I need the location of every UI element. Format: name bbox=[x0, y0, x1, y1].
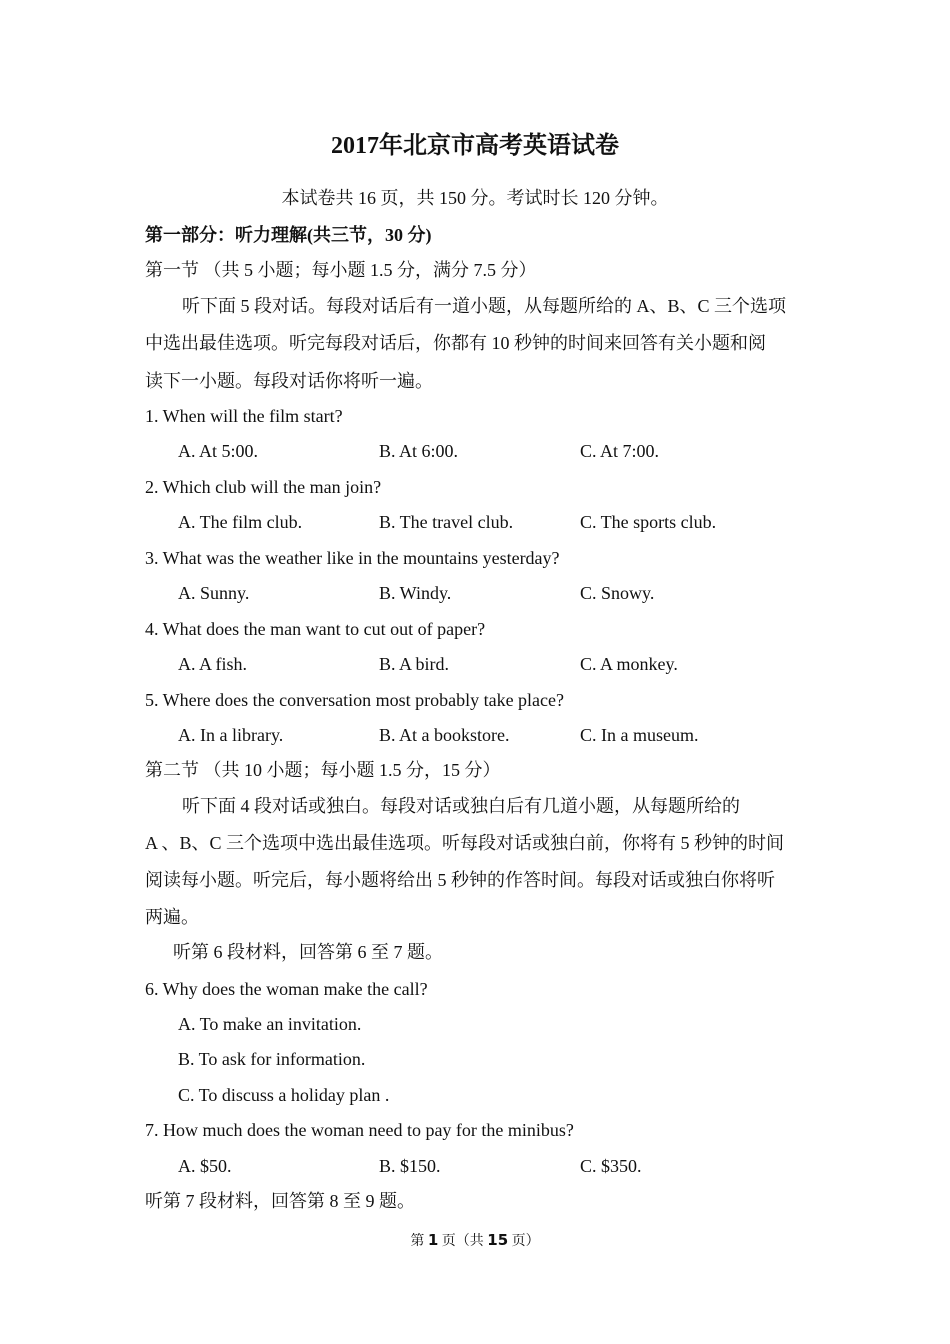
section1-heading: 第一节 （共 5 小题；每小题 1.5 分，满分 7.5 分） bbox=[145, 260, 537, 280]
section1-instruction-line: 听下面 5 段对话。每段对话后有一道小题，从每题所给的 A、B、C 三个选项 bbox=[182, 296, 787, 316]
material-label: 听第 7 段材料，回答第 8 至 9 题。 bbox=[145, 1191, 415, 1211]
option-c: C. Snowy. bbox=[580, 583, 655, 603]
option-c: C. To discuss a holiday plan . bbox=[178, 1085, 390, 1105]
question-text: 4. What does the man want to cut out of paper? bbox=[145, 619, 486, 639]
section2-heading: 第二节 （共 10 小题；每小题 1.5 分，15 分） bbox=[145, 760, 501, 780]
option-b: B. At 6:00. bbox=[379, 441, 459, 461]
option-b: B. A bird. bbox=[379, 654, 450, 674]
option-b: B. Windy. bbox=[379, 583, 452, 603]
footer-middle: 页（共 bbox=[441, 1234, 484, 1249]
option-a: A. A fish. bbox=[178, 654, 248, 674]
page-title: 2017年北京市高考英语试卷 bbox=[331, 133, 619, 159]
material-label: 听第 6 段材料，回答第 6 至 7 题。 bbox=[173, 942, 443, 962]
section2-instruction-line: 两遍。 bbox=[145, 907, 199, 927]
option-a: A. Sunny. bbox=[178, 583, 250, 603]
section2-instruction-line: A 、B、C 三个选项中选出最佳选项。听每段对话或独白前，你将有 5 秒钟的时间 bbox=[145, 833, 785, 853]
page-footer bbox=[0, 1228, 950, 1254]
footer-suffix: 页） bbox=[511, 1234, 540, 1249]
question-text: 3. What was the weather like in the mountains yesterday? bbox=[145, 548, 560, 568]
option-a: A. The film club. bbox=[178, 512, 303, 532]
option-b: B. To ask for information. bbox=[178, 1049, 366, 1069]
option-a: A. $50. bbox=[178, 1156, 232, 1176]
section1-instruction-line: 读下一小题。每段对话你将听一遍。 bbox=[145, 371, 433, 391]
option-c: C. In a museum. bbox=[580, 725, 699, 745]
question-text: 7. How much does the woman need to pay for the minibus? bbox=[145, 1120, 574, 1140]
option-c: C. A monkey. bbox=[580, 654, 678, 674]
question-text: 1. When will the film start? bbox=[145, 406, 343, 426]
exam-subtitle: 本试卷共 16 页，共 150 分。考试时长 120 分钟。 bbox=[281, 188, 669, 208]
option-c: C. At 7:00. bbox=[580, 441, 660, 461]
question-text: 5. Where does the conversation most probably take place? bbox=[145, 690, 565, 710]
section2-instruction-line: 阅读每小题。听完后，每小题将给出 5 秒钟的作答时间。每段对话或独白你将听 bbox=[145, 870, 775, 890]
option-b: B. At a bookstore. bbox=[379, 725, 510, 745]
question-text: 6. Why does the woman make the call? bbox=[145, 979, 428, 999]
section2-instruction-line: 听下面 4 段对话或独白。每段对话或独白后有几道小题，从每题所给的 bbox=[182, 796, 740, 816]
option-c: C. The sports club. bbox=[580, 512, 717, 532]
option-b: B. $150. bbox=[379, 1156, 441, 1176]
option-a: A. To make an invitation. bbox=[178, 1014, 362, 1034]
section1-instruction-line: 中选出最佳选项。听完每段对话后，你都有 10 秒钟的时间来回答有关小题和阅 bbox=[145, 333, 766, 353]
option-a: A. In a library. bbox=[178, 725, 284, 745]
option-c: C. $350. bbox=[580, 1156, 642, 1176]
part1-heading: 第一部分：听力理解(共三节，30 分) bbox=[145, 225, 432, 245]
footer-page-number: 1 bbox=[427, 1231, 439, 1249]
option-a: A. At 5:00. bbox=[178, 441, 259, 461]
footer-total-pages: 15 bbox=[487, 1231, 509, 1249]
option-b: B. The travel club. bbox=[379, 512, 514, 532]
footer-prefix: 第 bbox=[410, 1234, 425, 1249]
question-text: 2. Which club will the man join? bbox=[145, 477, 382, 497]
